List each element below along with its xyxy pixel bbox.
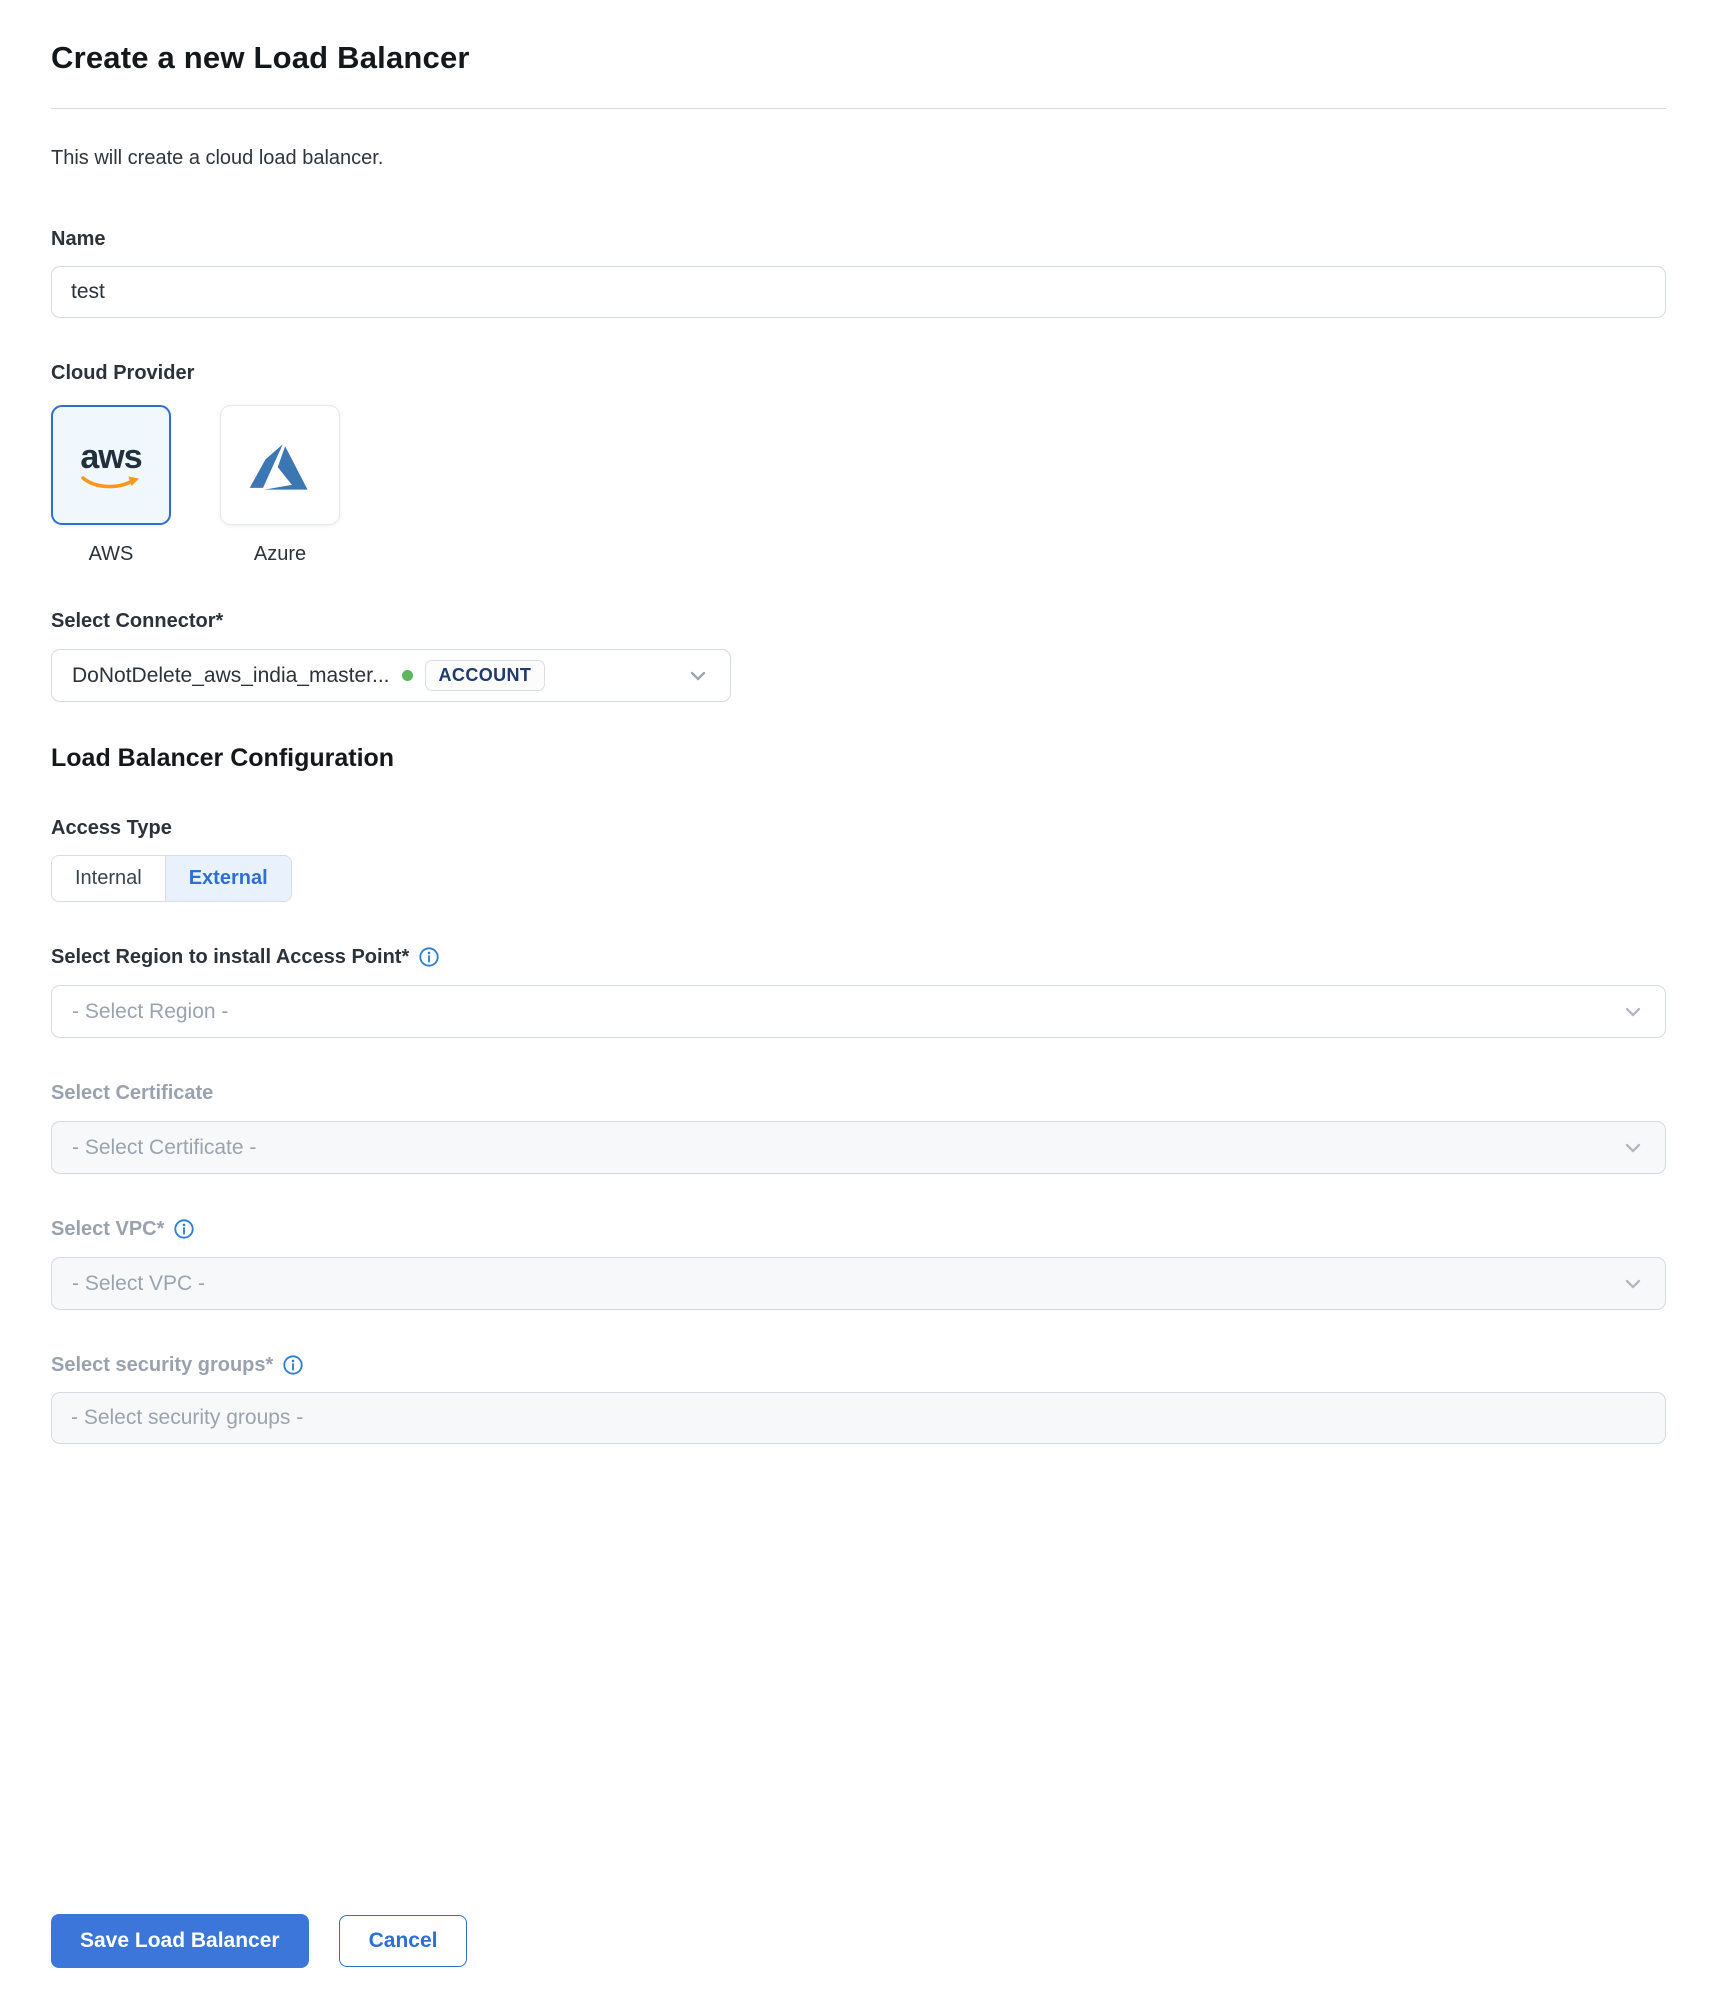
access-type-external[interactable]: External [166,856,291,901]
provider-azure-tile[interactable] [220,405,340,525]
access-type-toggle [51,855,292,902]
region-select[interactable] [51,985,1666,1038]
configuration-heading: Load Balancer Configuration [51,744,395,772]
page-title: Create a new Load Balancer [51,40,470,75]
azure-logo-icon [248,433,312,497]
cancel-button[interactable]: Cancel [339,1915,468,1967]
security-groups-label: Select security groups* [51,1354,1666,1377]
chevron-down-icon [1621,1136,1645,1160]
chevron-down-icon [1621,1272,1645,1296]
certificate-label: Select Certificate [51,1082,214,1104]
provider-aws-label: AWS [88,543,134,565]
provider-option-aws [51,405,171,566]
security-groups-input[interactable] [51,1392,1666,1444]
certificate-select[interactable] [51,1121,1666,1174]
spacer [51,1444,1666,1914]
footer-actions [51,1914,1666,1968]
info-circle-icon[interactable] [282,1354,304,1376]
provider-aws-tile[interactable] [51,405,171,525]
page-description: This will create a cloud load balancer. [51,147,384,169]
region-placeholder: - Select Region - [72,999,229,1023]
account-badge: ACCOUNT [425,660,546,691]
region-label: Select Region to install Access Point* [51,946,1666,969]
chevron-down-icon [1621,1000,1645,1024]
divider [51,108,1666,109]
access-type-label: Access Type [51,817,172,839]
save-load-balancer-button[interactable]: Save Load Balancer [51,1914,309,1968]
connector-label: Select Connector* [51,610,224,632]
name-label: Name [51,228,106,250]
green-status-dot [402,670,413,681]
cloud-provider-tiles [51,405,1666,566]
cloud-provider-label: Cloud Provider [51,362,195,384]
provider-option-azure [220,405,340,566]
provider-azure-label: Azure [253,543,307,565]
connector-select[interactable] [51,649,731,702]
info-circle-icon[interactable] [418,946,440,968]
connector-value: DoNotDelete_aws_india_master... [72,663,390,687]
aws-logo-icon: aws [80,440,142,491]
info-circle-icon[interactable] [173,1218,195,1240]
vpc-placeholder: - Select VPC - [72,1271,206,1295]
vpc-label: Select VPC* [51,1218,1666,1241]
vpc-select[interactable] [51,1257,1666,1310]
chevron-down-icon [686,664,710,688]
access-type-internal[interactable]: Internal [52,856,166,901]
name-input[interactable] [51,266,1666,318]
certificate-placeholder: - Select Certificate - [72,1135,257,1159]
